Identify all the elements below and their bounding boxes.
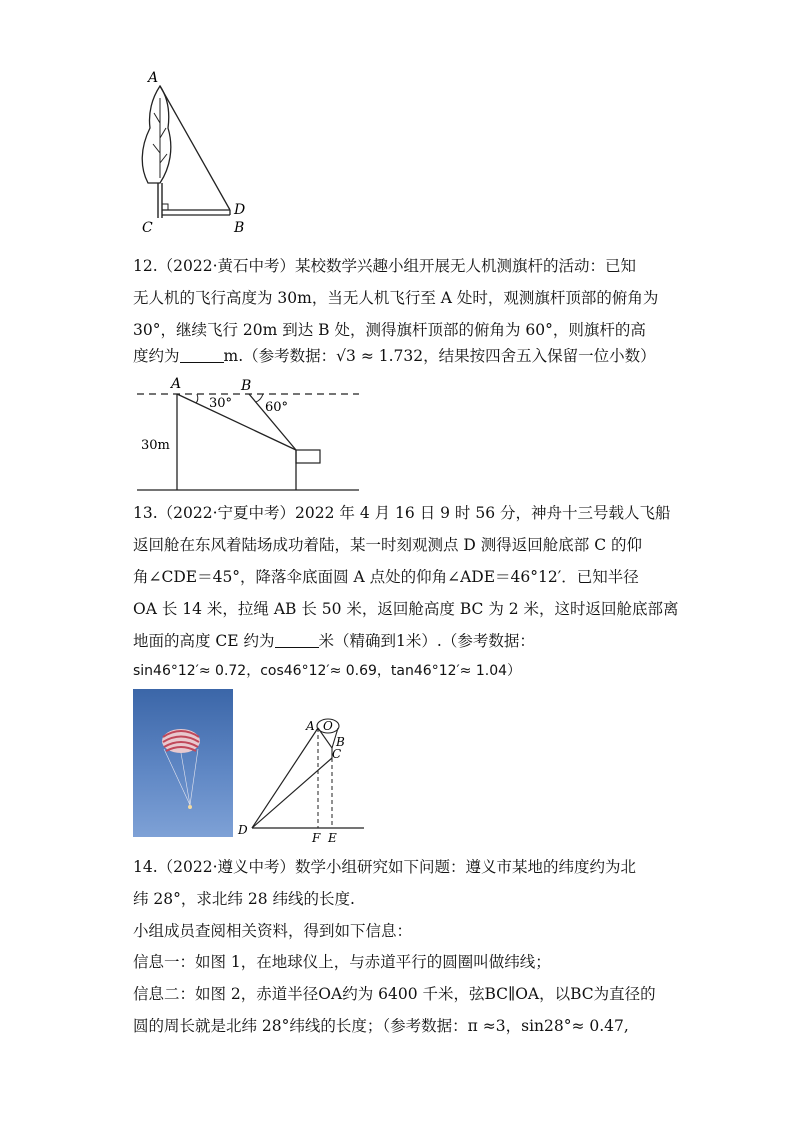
label-d: D [234,202,246,218]
label-b: B [336,735,345,749]
q14-line6: 圆的周长就是北纬 28°纬线的长度；（参考数据：π ≈3，sin28°≈ 0.47, [133,1017,629,1035]
angle-30-label: 30° [209,396,233,411]
q13-line6: sin46°12′≈ 0.72，cos46°12′≈ 0.69，tan46°12′≈ 1.04） [133,663,522,679]
label-b: B [241,378,252,394]
angle-60-label: 60° [265,400,289,415]
label-e: E [328,831,337,844]
tree-figure [130,68,260,238]
q12-line2: 无人机的飞行高度为 30m，当无人机飞行至 A 处时，观测旗杆顶部的俯角为 [133,289,659,307]
answer-blank-13[interactable] [275,633,319,648]
height-label: 30m [141,438,170,453]
q12-text-a: 度约为 [133,347,180,365]
q13-line1: 13.（2022·宁夏中考）2022 年 4 月 16 日 9 时 56 分，神舟十三号载人飞船 [133,504,671,522]
q13-line2: 返回舱在东风着陆场成功着陆，某一时刻观测点 D 测得返回舱底部 C 的仰 [133,536,642,554]
drone-figure [133,374,363,494]
q12-text-b: m.（参考数据： [223,347,337,365]
q14-line3: 小组成员查阅相关资料，得到如下信息： [133,922,413,940]
q14-line2: 纬 28°，求北纬 28 纬线的长度. [133,890,355,908]
q14-line5: 信息二：如图 2，赤道半径OA约为 6400 千米，弦BC∥OA，以BC为直径的 [133,985,656,1003]
q12-line4 [133,346,656,366]
q13-line5 [133,631,535,651]
q14-line1: 14.（2022·遵义中考）数学小组研究如下问题：遵义市某地的纬度约为北 [133,858,637,876]
q13-line4: OA 长 14 米，拉绳 AB 长 50 米，返回舱高度 BC 为 2 米，这时返回舱底部离 [133,600,679,618]
label-c: C [332,747,342,761]
label-c: C [142,220,153,236]
q14-line4: 信息一：如图 1，在地球仪上，与赤道平行的圆圈叫做纬线； [133,953,551,971]
label-d: D [238,823,248,837]
q13-line3: 角∠CDE＝45°，降落伞底面圆 A 点处的仰角∠ADE＝46°12′．已知半径 [133,568,639,586]
parachute-photo [133,689,233,837]
label-a: A [148,70,159,86]
label-f: F [312,831,321,844]
label-o: O [323,719,333,733]
q12-text-c: √3 ≈ 1.732，结果按四舍五入保留一位小数） [336,347,656,365]
answer-blank-12[interactable] [180,348,224,363]
q13-text-a: 地面的高度 CE 约为 [133,632,275,650]
parachute-icon [133,689,233,837]
label-a: A [306,719,315,733]
capsule-figure [236,712,366,844]
q12-line1: 12.（2022·黄石中考）某校数学兴趣小组开展无人机测旗杆的活动：已知 [133,257,637,275]
label-a: A [171,376,182,392]
q13-text-b: 米（精确到1米）.（参考数据： [318,632,535,650]
q12-line3: 30°，继续飞行 20m 到达 B 处，测得旗杆顶部的俯角为 60°，则旗杆的高 [133,321,646,339]
label-b: B [234,220,245,236]
